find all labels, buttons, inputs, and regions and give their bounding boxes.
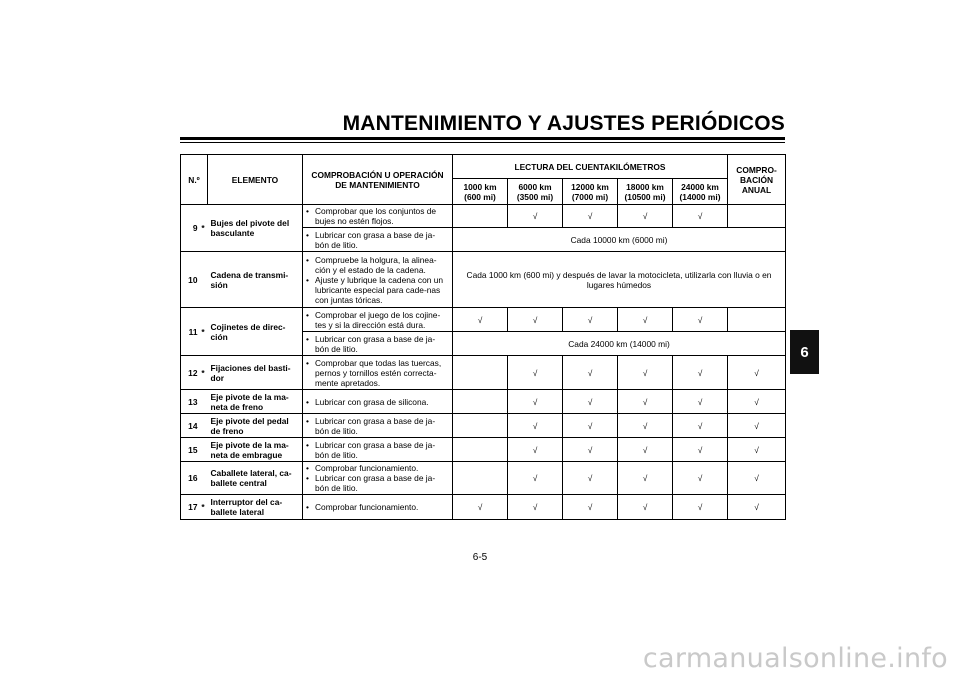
table-row — [181, 356, 786, 390]
dealer-service-marker: * — [199, 495, 208, 520]
operation-cell — [303, 438, 453, 462]
element-name: Bujes del pivote del basculante — [208, 205, 303, 252]
element-name: Eje pivote de la ma-neta de embrague — [208, 438, 303, 462]
interval-check: √ — [673, 462, 728, 495]
dealer-service-marker: * — [199, 205, 208, 252]
interval-check: √ — [563, 462, 618, 495]
element-name: Fijaciones del basti-dor — [208, 356, 303, 390]
maintenance-table — [180, 154, 786, 520]
interval-check: √ — [508, 495, 563, 520]
interval-check: √ — [618, 308, 673, 332]
table-row — [181, 205, 786, 228]
operation-text: • Comprobar que los conjuntos de bujes no estén flojos. — [306, 206, 449, 226]
dealer-service-marker: * — [199, 356, 208, 390]
interval-check: √ — [673, 390, 728, 414]
annual-check: √ — [728, 462, 786, 495]
interval-check — [453, 356, 508, 390]
operation-text: • Ajuste y lubrique la cadena con un lubricante especial para cade-nas con juntas tóricas. — [306, 275, 449, 305]
operation-text: • Lubricar con grasa a base de ja-bón de litio. — [306, 440, 449, 460]
header-element: ELEMENTO — [208, 155, 303, 205]
interval-check: √ — [618, 414, 673, 438]
operation-text: • Compruebe la holgura, la alinea-ción y el estado de la cadena. — [306, 255, 449, 275]
interval-check: √ — [563, 205, 618, 228]
interval-note: Cada 10000 km (6000 mi) — [453, 228, 786, 252]
interval-check: √ — [673, 414, 728, 438]
item-number: 10 — [181, 252, 199, 308]
dealer-service-marker — [199, 438, 208, 462]
element-name: Cadena de transmi-sión — [208, 252, 303, 308]
interval-check: √ — [673, 495, 728, 520]
item-number: 9 — [181, 205, 199, 252]
operation-text: • Lubricar con grasa de silicona. — [306, 397, 449, 407]
interval-check: √ — [508, 414, 563, 438]
item-number: 12 — [181, 356, 199, 390]
interval-check: √ — [563, 356, 618, 390]
interval-check: √ — [618, 205, 673, 228]
operation-cell — [303, 228, 453, 252]
element-name: Interruptor del ca-ballete lateral — [208, 495, 303, 520]
operation-cell — [303, 462, 453, 495]
table-row — [181, 438, 786, 462]
element-name: Cojinetes de direc-ción — [208, 308, 303, 356]
interval-check — [453, 205, 508, 228]
interval-check: √ — [508, 308, 563, 332]
table-row — [181, 308, 786, 332]
header-operation: COMPROBACIÓN U OPERACIÓN DE MANTENIMIENTO — [303, 155, 453, 205]
header-annual — [728, 155, 786, 205]
annual-check: √ — [728, 438, 786, 462]
header-interval-2: 6000 km (3500 mi) — [508, 179, 563, 205]
item-number: 14 — [181, 414, 199, 438]
interval-check: √ — [508, 205, 563, 228]
operation-cell — [303, 356, 453, 390]
table-row — [181, 252, 786, 308]
operation-text: • Comprobar que todas las tuercas, pernos y tornillos estén correcta-mente apretados. — [306, 358, 449, 388]
operation-cell — [303, 308, 453, 332]
interval-note: Cada 24000 km (14000 mi) — [453, 332, 786, 356]
table-row — [181, 495, 786, 520]
interval-check: √ — [508, 356, 563, 390]
operation-cell — [303, 252, 453, 308]
item-number: 13 — [181, 390, 199, 414]
dealer-service-marker — [199, 252, 208, 308]
interval-check: √ — [673, 205, 728, 228]
operation-text: • Lubricar con grasa a base de ja-bón de litio. — [306, 334, 449, 354]
operation-text: • Lubricar con grasa a base de ja-bón de litio. — [306, 473, 449, 493]
annual-check — [728, 205, 786, 228]
interval-check: √ — [618, 438, 673, 462]
item-number: 17 — [181, 495, 199, 520]
interval-check: √ — [563, 495, 618, 520]
interval-check: √ — [563, 390, 618, 414]
header-interval-3: 12000 km (7000 mi) — [563, 179, 618, 205]
dealer-service-marker — [199, 390, 208, 414]
header-num: N.º — [181, 155, 208, 205]
item-number: 11 — [181, 308, 199, 356]
interval-check: √ — [508, 462, 563, 495]
interval-check: √ — [563, 414, 618, 438]
dealer-service-marker — [199, 414, 208, 438]
operation-text: • Comprobar funcionamiento. — [306, 463, 449, 473]
interval-check: √ — [618, 462, 673, 495]
interval-check: √ — [563, 438, 618, 462]
annual-check: √ — [728, 356, 786, 390]
interval-note: Cada 1000 km (600 mi) y después de lavar la motocicleta, utilizarla con lluvia o en lugares húmedos — [453, 252, 786, 308]
header-interval-1: 1000 km (600 mi) — [453, 179, 508, 205]
interval-check — [453, 462, 508, 495]
header-odometer: LECTURA DEL CUENTAKILÓMETROS — [453, 155, 728, 179]
operation-text: • Comprobar el juego de los cojine-tes y si la dirección está dura. — [306, 310, 449, 330]
annual-check: √ — [728, 390, 786, 414]
dealer-service-marker — [199, 462, 208, 495]
title-rule-thin — [180, 142, 785, 143]
interval-check: √ — [453, 495, 508, 520]
chapter-tab: 6 — [790, 330, 819, 374]
interval-check: √ — [673, 438, 728, 462]
interval-check — [453, 438, 508, 462]
page-number: 6-5 — [472, 552, 488, 563]
element-name: Eje pivote del pedal de freno — [208, 414, 303, 438]
interval-check — [453, 414, 508, 438]
page-title: MANTENIMIENTO Y AJUSTES PERIÓDICOS — [342, 112, 785, 135]
table-row — [181, 462, 786, 495]
interval-check: √ — [508, 390, 563, 414]
item-number: 15 — [181, 438, 199, 462]
header-interval-5: 24000 km (14000 mi) — [673, 179, 728, 205]
header-annual-label: COMPRO-BACIÓN ANUAL — [736, 164, 777, 195]
header-interval-4: 18000 km (10500 mi) — [618, 179, 673, 205]
element-name: Eje pivote de la ma-neta de freno — [208, 390, 303, 414]
operation-cell — [303, 414, 453, 438]
title-rule-thick — [180, 137, 785, 140]
operation-cell — [303, 205, 453, 228]
operation-cell — [303, 390, 453, 414]
item-number: 16 — [181, 462, 199, 495]
table-row — [181, 414, 786, 438]
operation-text: • Lubricar con grasa a base de ja-bón de litio. — [306, 416, 449, 436]
interval-check: √ — [618, 495, 673, 520]
interval-check: √ — [563, 308, 618, 332]
interval-check: √ — [618, 390, 673, 414]
annual-check: √ — [728, 414, 786, 438]
operation-text: • Lubricar con grasa a base de ja-bón de litio. — [306, 230, 449, 250]
watermark: carmanualsonline.info — [642, 643, 948, 674]
interval-check: √ — [618, 356, 673, 390]
interval-check — [453, 390, 508, 414]
interval-check: √ — [508, 438, 563, 462]
operation-text: • Comprobar funcionamiento. — [306, 502, 449, 512]
element-name: Caballete lateral, ca-ballete central — [208, 462, 303, 495]
table-row — [181, 390, 786, 414]
interval-check: √ — [673, 308, 728, 332]
dealer-service-marker: * — [199, 308, 208, 356]
annual-check: √ — [728, 495, 786, 520]
interval-check: √ — [453, 308, 508, 332]
operation-cell — [303, 495, 453, 520]
annual-check — [728, 308, 786, 332]
operation-cell — [303, 332, 453, 356]
interval-check: √ — [673, 356, 728, 390]
